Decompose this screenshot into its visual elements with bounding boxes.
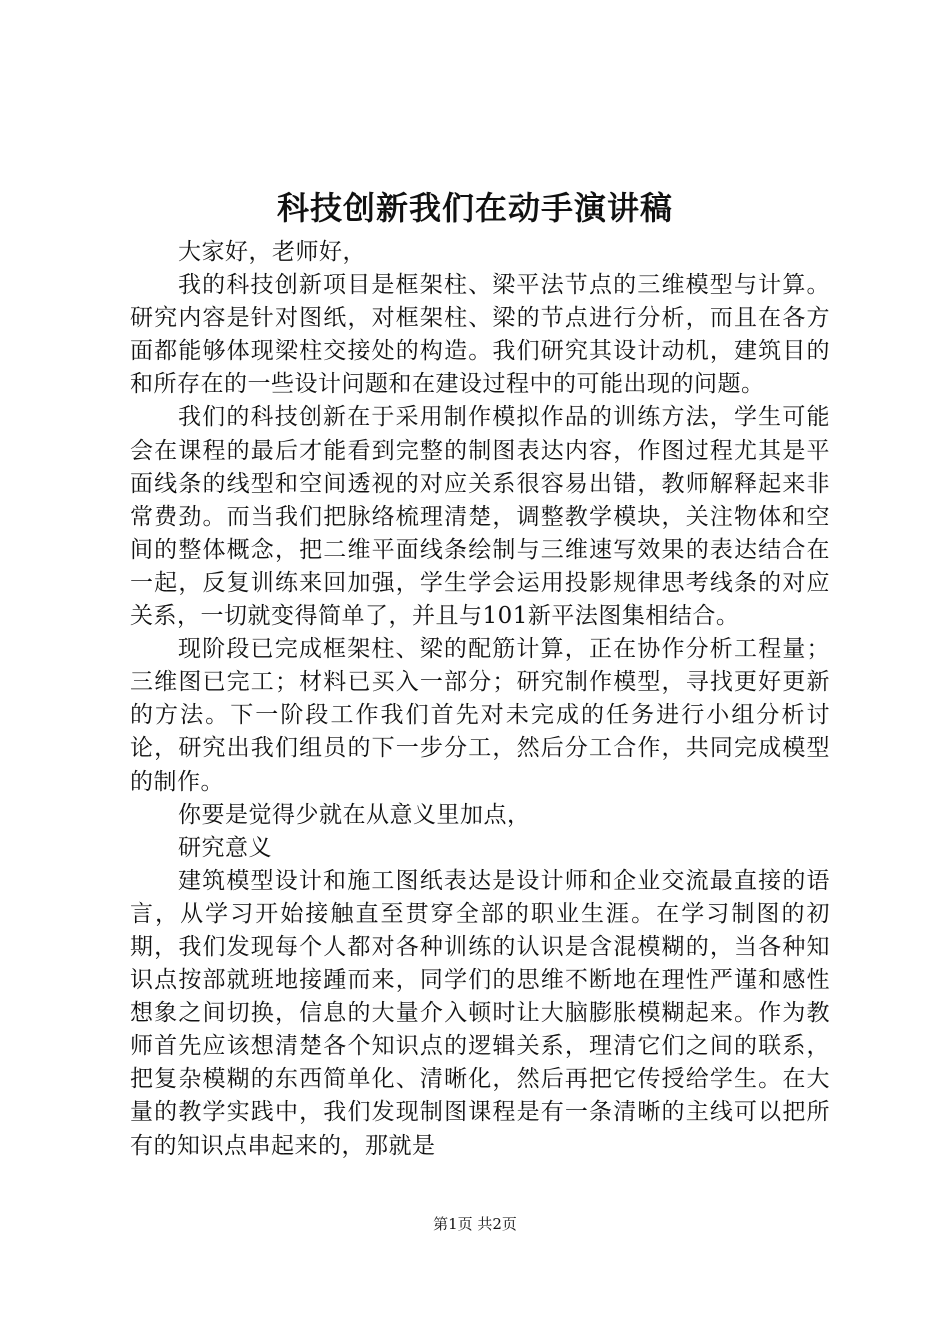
section-heading-research-significance: 研究意义 <box>178 834 272 861</box>
innovation-paragraph: 我们的科技创新在于采用制作模拟作品的训练方法，学生可能会在课程的最后才能看到完整的制图表达内容，作图过程尤其是平面线条的线型和空间透视的对应关系很容易出错，教师解释起来非常费劲。而当我们把脉络梳理清楚，调整教学模块，关注物体和空间的整体概念，把二维平面线条绘制与三维速写效果的表达结合在一起，反复训练来回加强，学生学会运用投影规律思考线条的对应关系，一切就变得简单了，并且与101新平法图集相结合。 <box>130 404 830 630</box>
progress-paragraph: 现阶段已完成框架柱、梁的配筋计算，正在协作分析工程量；三维图已完工；材料已买入一部分；研究制作模型，寻找更好更新的方法。下一阶段工作我们首先对未完成的任务进行小组分析讨论，研究出我们组员的下一步分工，然后分工合作，共同完成模型的制作。 <box>130 636 830 795</box>
greeting-paragraph: 大家好，老师好， <box>178 239 366 265</box>
page-number-footer: 第1页 共2页 <box>433 1215 517 1233</box>
project-intro-paragraph: 我的科技创新项目是框架柱、梁平法节点的三维模型与计算。研究内容是针对图纸，对框架柱、梁的节点进行分析，而且在各方面都能够体现梁柱交接处的构造。我们研究其设计动机，建筑目的和所存在的一些设计问题和在建设过程中的可能出现的问题。 <box>130 272 830 398</box>
document-body <box>130 236 830 1163</box>
document-title: 科技创新我们在动手演讲稿 <box>276 189 673 227</box>
significance-paragraph: 建筑模型设计和施工图纸表达是设计师和企业交流最直接的语言，从学习开始接触直至贯穿全部的职业生涯。在学习制图的初期，我们发现每个人都对各种训练的认识是含混模糊的，当各种知识点按部就班地接踵而来，同学们的思维不断地在理性严谨和感性想象之间切换，信息的大量介入顿时让大脑膨胀模糊起来。作为教师首先应该想清楚各个知识点的逻辑关系，理清它们之间的联系，把复杂模糊的东西简单化、清晰化，然后再把它传授给学生。在大量的教学实践中，我们发现制图课程是有一条清晰的主线可以把所有的知识点串起来的，那就是 <box>130 867 830 1159</box>
note-paragraph: 你要是觉得少就在从意义里加点， <box>178 801 531 828</box>
